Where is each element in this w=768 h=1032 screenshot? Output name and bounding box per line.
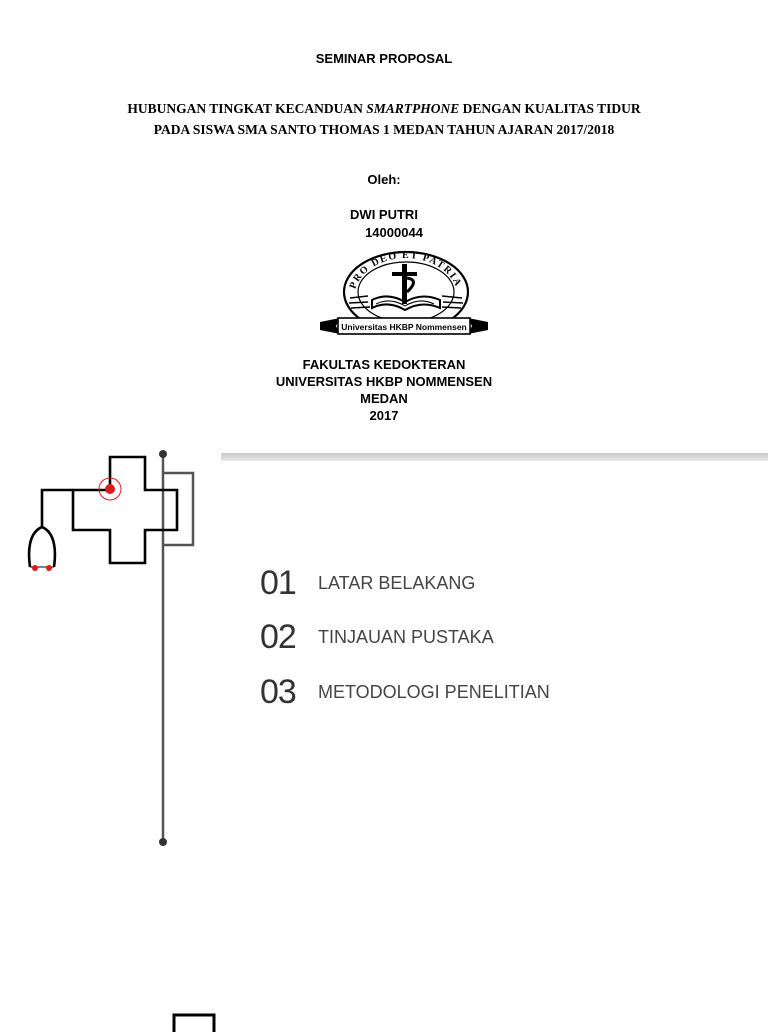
author-id: 14000044 <box>365 225 423 240</box>
toc-number: 02 <box>260 617 296 656</box>
thesis-title-part1: HUBUNGAN TINGKAT KECANDUAN <box>127 101 363 116</box>
slide-top-rule <box>221 453 768 461</box>
toc-item-tinjauan-pustaka[interactable] <box>260 617 494 657</box>
toc-item-metodologi-penelitian[interactable] <box>260 672 550 712</box>
faculty-name: FAKULTAS KEDOKTERAN <box>302 357 466 372</box>
document-header: SEMINAR PROPOSAL <box>315 51 453 66</box>
institution-block <box>0 356 768 424</box>
university-name: UNIVERSITAS HKBP NOMMENSEN <box>275 374 493 389</box>
medical-decoration <box>0 445 220 855</box>
city-name: MEDAN <box>360 391 408 406</box>
stethoscope-icon <box>29 490 73 571</box>
toc-item-latar-belakang[interactable] <box>260 563 475 603</box>
university-logo <box>316 250 492 342</box>
toc-number: 01 <box>260 563 296 602</box>
toc-label: LATAR BELAKANG <box>318 572 476 593</box>
thesis-title-part2: DENGAN KUALITAS TIDUR PADA SISWA SMA SANTO THOMAS 1 MEDAN TAHUN AJARAN 2017/2018 <box>153 101 641 137</box>
thesis-title-italic: SMARTPHONE <box>366 101 460 116</box>
toc-label: METODOLOGI PENELITIAN <box>318 681 550 702</box>
medical-cross-icon <box>73 457 177 563</box>
thesis-title <box>120 98 648 140</box>
year: 2017 <box>369 408 399 423</box>
toc-number: 03 <box>260 672 296 711</box>
next-slide-cross-fragment <box>172 1012 216 1032</box>
author-name: DWI PUTRI <box>350 207 418 222</box>
logo-motto: PRO DEO ET PATRIA <box>347 250 464 291</box>
by-label: Oleh: <box>367 172 401 187</box>
logo-banner-text: Universitas HKBP Nommensen <box>341 322 467 332</box>
toc-label: TINJAUAN PUSTAKA <box>318 626 494 647</box>
